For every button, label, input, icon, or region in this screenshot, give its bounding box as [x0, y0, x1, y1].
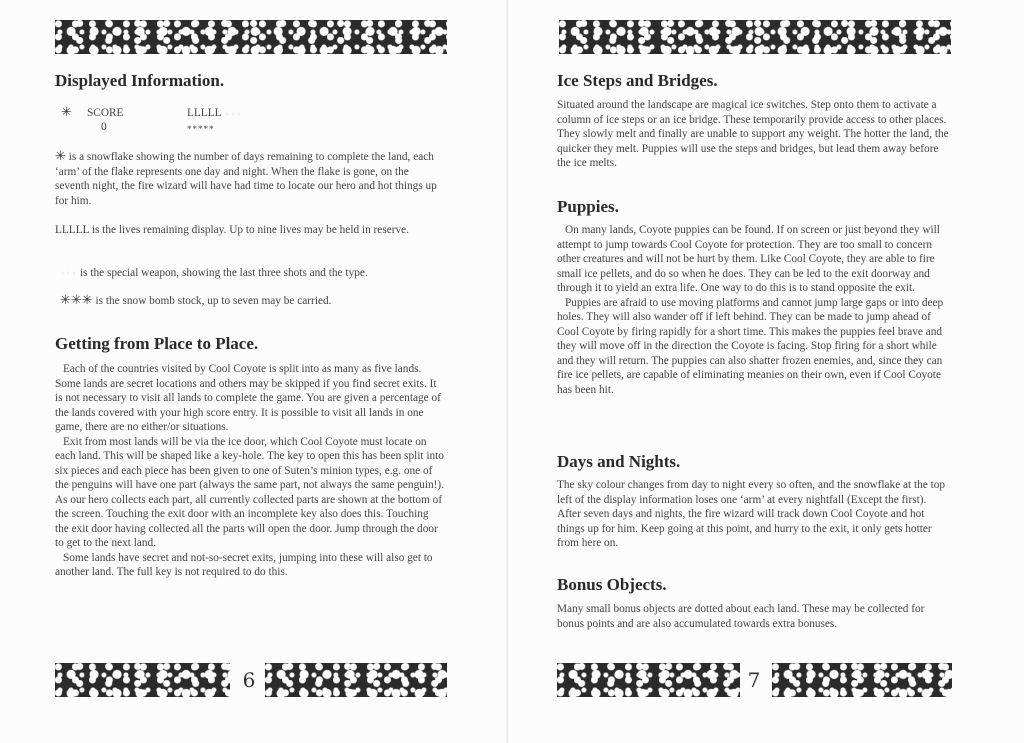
paragraph-lives: LLLLL is the lives remaining display. Up to nine lives may be held in reserve.: [55, 224, 409, 236]
heading-bonus-objects: Bonus Objects.: [557, 575, 667, 594]
paragraph-snowflake: [55, 150, 445, 208]
heading-ice-steps: Ice Steps and Bridges.: [557, 71, 718, 90]
paragraph-snowflake-text: is a snowflake showing the number of days remaining to complete the land, each ‘arm’ of the flake represents one day and night. When the flake is gone, on the seventh night, the fire wizard will have had time to locate our hero and hot things up for him.: [55, 151, 437, 207]
page-number-right: 7: [747, 668, 761, 692]
score-value: 0: [101, 121, 107, 133]
paragraph-bonus-objects: Many small bonus objects are dotted about each land. These may be collected for bonus points and are also accumulated towards extra bonuses.: [557, 603, 925, 630]
score-label: SCORE: [87, 107, 124, 119]
decorative-band-top-right: [559, 20, 951, 54]
paragraph-lands-2: Exit from most lands will be via the ice door, which Cool Coyote must locate on each land. This will be shaped like a key-hole. The key to open this has been split into six pieces and each piece has been given to one of Suten’s minion types, e.g. one of the penguins will have one part (always the same part, not always the same penguin!). As our hero collects each part, all currently collected parts are shown at the bottom of the screen. Touching the exit door with an incomplete key also does this. Touching the exit door having collected all the parts will open the door. Jump through the door to get to the next land.: [55, 435, 444, 549]
left-page: [0, 0, 508, 743]
heading-getting-from-place: Getting from Place to Place.: [55, 334, 259, 353]
paragraph-puppies-2: Puppies are afraid to use moving platforms and cannot jump large gaps or into deep holes. They will also wander off if left behind. They can be made to jump ahead of Cool Coyote by firing rapidly for a short time. This makes the puppies feel brave and they will move off in the direction the Coyote is facing. Stop firing for a short while and they will return. The puppies can also shatter frozen enemies, and, since they can fire ice pellets, are capable of eliminating meanies on their own, even if Cool Coyote has been hit.: [557, 296, 944, 396]
paragraph-days-nights: The sky colour changes from day to night every so often, and the snowflake at the top left of the display information loses one ‘arm’ at every nightfall (Except the first). After seven days and nights, the fire wizard will track down Cool Coyote and hot things up for him. Keep going at this point, and hurry to the exit, it only gets hotter from here on.: [557, 479, 946, 549]
paragraph-special-weapon: [60, 266, 450, 282]
snowflake-icon: ✳: [61, 105, 72, 120]
paragraph-snow-bomb: [60, 294, 450, 309]
paragraph-puppies: [557, 223, 949, 397]
heading-displayed-information: Displayed Information.: [55, 71, 225, 90]
paragraph-snow-bomb-text: is the snow bomb stock, up to seven may be carried.: [95, 295, 332, 307]
snow-bomb-stars: *****: [187, 124, 215, 134]
decorative-band-bottom-right-a: [557, 663, 740, 697]
paragraph-lands-1: Each of the countries visited by Cool Coyote is split into as many as five lands. Some lands are secret locations and others may be skipped if you find secret exits. It is not necessary to visit all lands to complete the game. You are given a percentage of the lands covered with your high score entry. It is possible to visit all lands in one game, there are no either/or situations.: [55, 363, 441, 433]
decorative-band-bottom-left-b: [265, 663, 447, 697]
weapon-icon: ◦◦◦: [60, 269, 78, 278]
weapon-indicator: ◦◦◦: [225, 110, 243, 119]
snow-bomb-icons: ✳✳✳: [60, 293, 93, 308]
paragraph-ice-steps: Situated around the landscape are magical ice switches. Step onto them to activate a column of ice steps or an ice bridge. These temporarily provide access to other places. They slowly melt and finally are unable to support any weight. The hotter the land, the quicker they melt. Puppies will use the steps and bridges, but lead them away before the ice melts.: [557, 99, 949, 169]
paragraph-puppies-1: On many lands, Coyote puppies can be found. If on screen or just beyond they will attempt to jump towards Cool Coyote for protection. They are too small to concern other creatures and will not be hurt by them. Like Cool Coyote, they are able to fire small ice pellets, and do so when he does. They can be led to the exit doorway and through it to yield an extra life. One way to do this is to stand opposite the exit.: [557, 224, 940, 294]
decorative-band-bottom-right-b: [772, 663, 952, 697]
right-page: [508, 0, 1024, 743]
heading-puppies: Puppies.: [557, 197, 619, 216]
decorative-band-bottom-left-a: [55, 663, 230, 697]
decorative-band-top-left: [55, 20, 447, 54]
page-number-left: 6: [242, 668, 256, 692]
heading-days-nights: Days and Nights.: [557, 452, 681, 471]
snowflake-icon-inline: ✳: [55, 149, 66, 164]
paragraph-weapon-text: is the special weapon, showing the last three shots and the type.: [79, 267, 368, 279]
lives-label: LLLLL: [187, 107, 222, 119]
paragraph-lands: [55, 362, 445, 580]
paragraph-lands-3: Some lands have secret and not-so-secret exits, jumping into these will also get to another land. The full key is not required to do this.: [55, 551, 433, 578]
